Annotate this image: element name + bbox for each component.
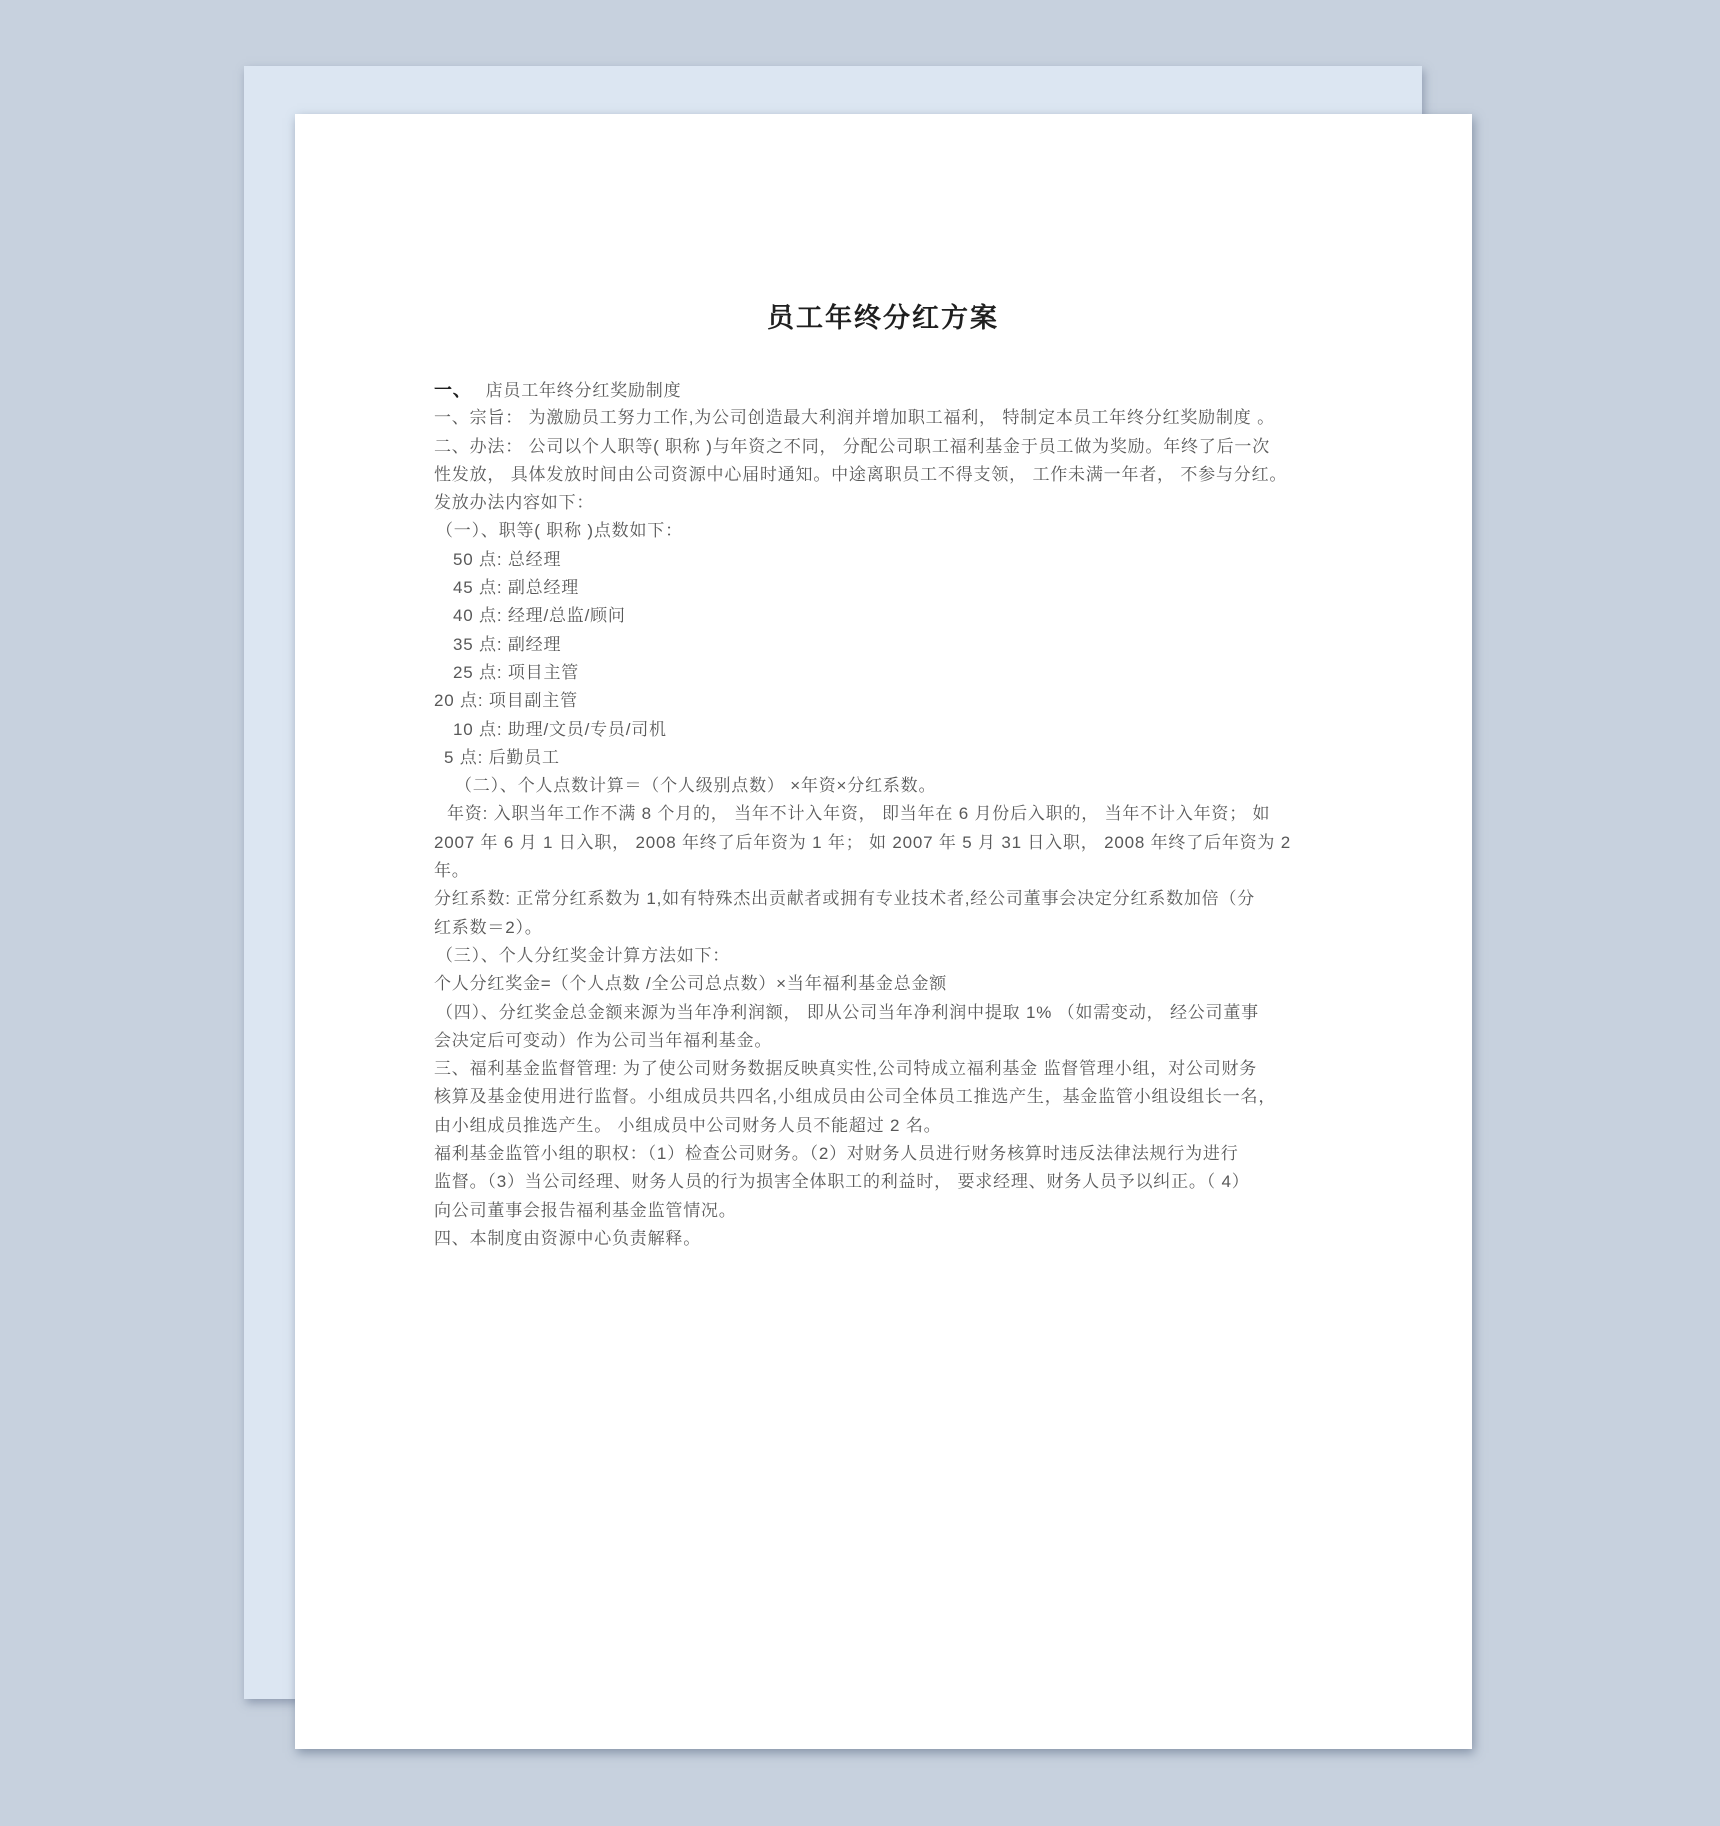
doc-line: 个人分红奖金=（个人点数 /全公司总点数）×当年福利基金总金额 [434, 974, 948, 994]
doc-line: 年。 [434, 861, 470, 881]
doc-line: 四、本制度由资源中心负责解释。 [434, 1228, 701, 1248]
front-page [295, 114, 1472, 1749]
doc-line: 5 点: 后勤员工 [444, 747, 560, 767]
doc-line: （四）、分红奖金总金额来源为当年净利润额， 即从公司当年净利润中提取 1% （如需变动， 经公司董事 [436, 1002, 1259, 1022]
doc-line: 性发放， 具体发放时间由公司资源中心届时通知。中途离职员工不得支领， 工作未满一年者， 不参与分红。 [434, 464, 1288, 484]
doc-line: 二、办法： 公司以个人职等( 职称 )与年资之不同， 分配公司职工福利基金于员工做为奖励。年终了后一次 [434, 436, 1271, 456]
doc-line: 35 点: 副经理 [453, 634, 562, 654]
doc-line: （二）、个人点数计算＝（个人级别点数） ×年资×分红系数。 [455, 776, 937, 796]
doc-line: 由小组成员推选产生。 小组成员中公司财务人员不能超过 2 名。 [434, 1115, 942, 1135]
doc-line: 发放办法内容如下： [434, 493, 595, 513]
doc-line: 分红系数: 正常分红系数为 1,如有特殊杰出贡献者或拥有专业技术者,经公司董事会决定分红系数加倍（分 [434, 889, 1256, 909]
document-content [434, 300, 1332, 1253]
doc-line-bold-prefix: 一、 [434, 380, 472, 400]
doc-line: 20 点: 项目副主管 [434, 691, 578, 711]
doc-line: 三、福利基金监督管理: 为了使公司财务数据反映真实性,公司特成立福利基金 监督管理小组，对公司财务 [434, 1059, 1258, 1079]
doc-line: （一）、职等( 职称 )点数如下： [436, 521, 683, 541]
doc-line: 年资: 入职当年工作不满 8 个月的， 当年不计入年资， 即当年在 6 月份后入职的， 当年不计入年资； 如 [447, 804, 1271, 824]
doc-line [434, 376, 1332, 404]
doc-line: 会决定后可变动）作为公司当年福利基金。 [434, 1030, 773, 1050]
doc-line: 一、宗旨： 为激励员工努力工作,为公司创造最大利润并增加职工福利， 特制定本员工年终分红奖励制度 。 [434, 408, 1275, 428]
doc-line: 福利基金监管小组的职权：（1）检查公司财务。（2）对财务人员进行财务核算时违反法律法规行为进行 [434, 1144, 1239, 1164]
doc-line: 核算及基金使用进行监督。小组成员共四名,小组成员由公司全体员工推选产生，基金监管小组设组长一名， [434, 1087, 1277, 1107]
doc-line: 50 点: 总经理 [453, 549, 562, 569]
doc-line: 向公司董事会报告福利基金监管情况。 [434, 1200, 737, 1220]
doc-line: 红系数＝2）。 [434, 917, 543, 937]
doc-line: 40 点: 经理/总监/顾问 [453, 606, 626, 626]
doc-line: 45 点: 副总经理 [453, 578, 580, 598]
document-body [434, 376, 1332, 1253]
doc-line: 监督。（3）当公司经理、财务人员的行为损害全体职工的利益时， 要求经理、财务人员予以纠正。（ 4） [434, 1172, 1250, 1192]
doc-line: 25 点: 项目主管 [453, 662, 580, 682]
doc-line: 10 点: 助理/文员/专员/司机 [453, 719, 667, 739]
document-title: 员工年终分红方案 [767, 303, 999, 333]
doc-line: （三）、个人分红奖金计算方法如下： [436, 945, 731, 965]
doc-line: 2007 年 6 月 1 日入职， 2008 年终了后年资为 1 年； 如 2007 年 5 月 31 日入职， 2008 年终了后年资为 2 [434, 832, 1291, 852]
doc-line-text: 店员工年终分红奖励制度 [485, 381, 682, 400]
